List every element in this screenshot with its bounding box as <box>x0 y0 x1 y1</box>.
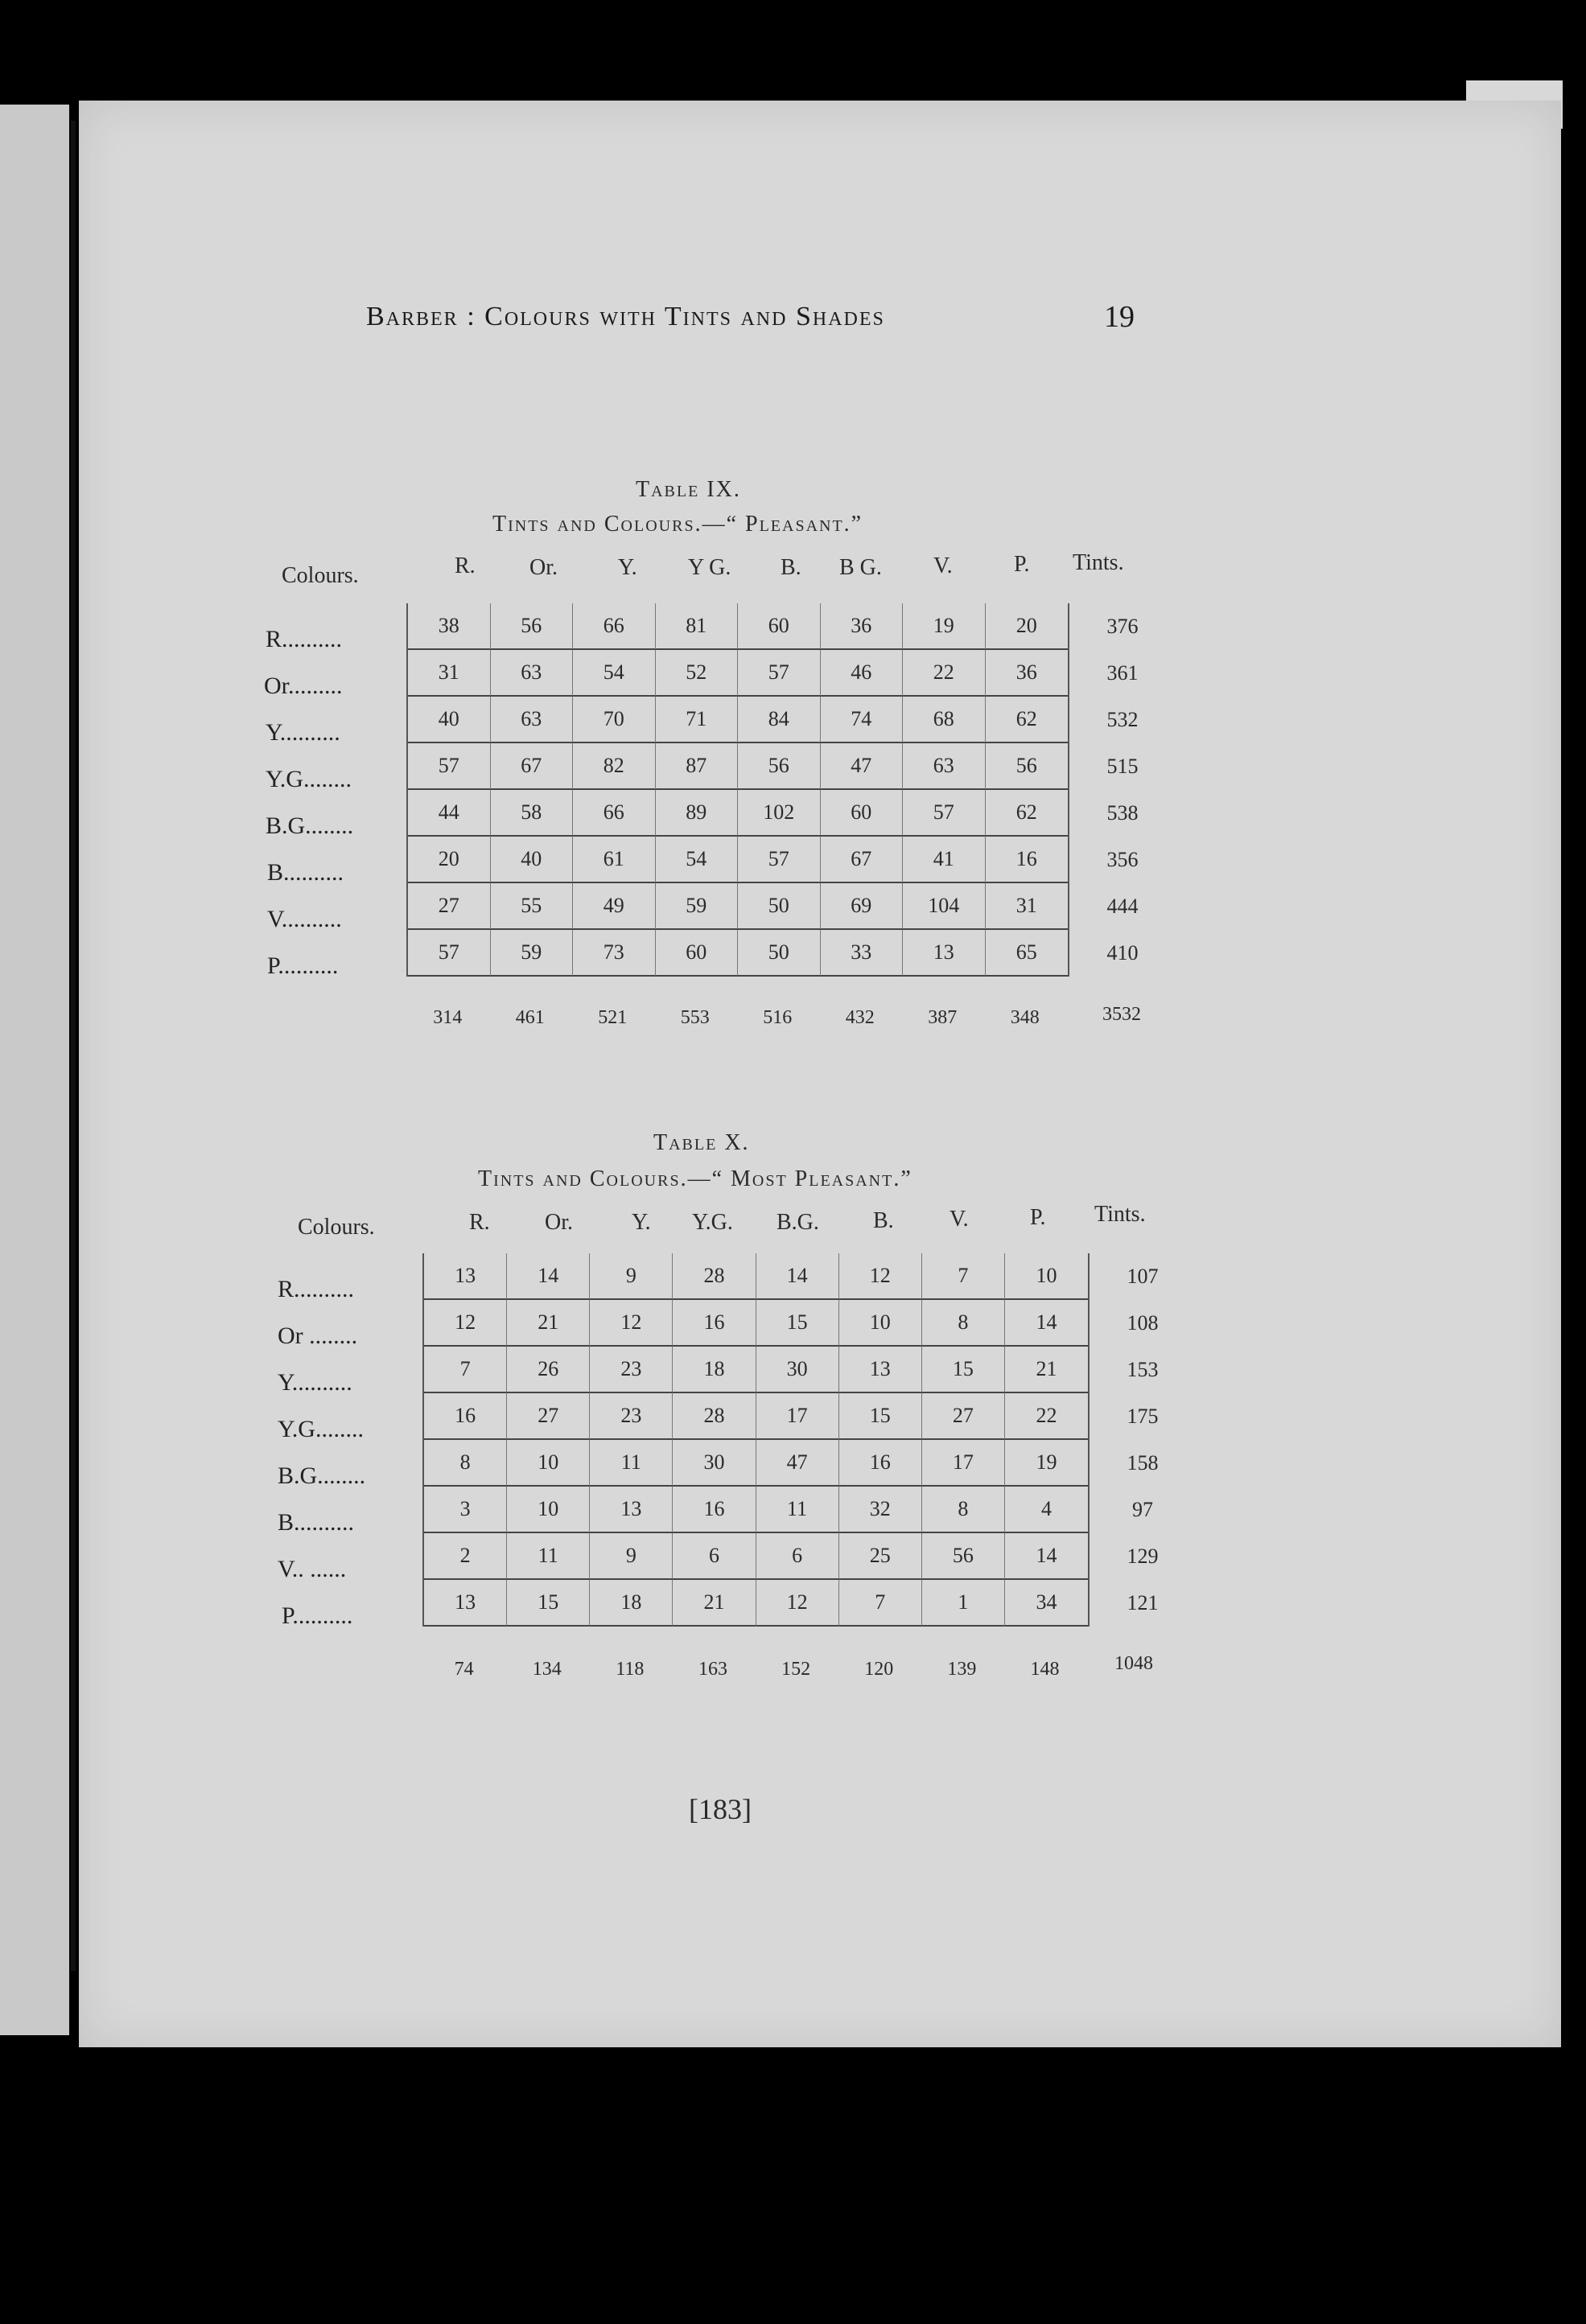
column-header: R. <box>455 553 476 578</box>
row-total: 410 <box>1106 941 1139 965</box>
table-cell: 102 <box>738 790 821 837</box>
tints-column <box>1102 1253 1183 1627</box>
column-total: 118 <box>616 1659 645 1680</box>
table-cell: 68 <box>903 697 986 743</box>
column-total: 152 <box>781 1659 811 1680</box>
table-cell: 13 <box>590 1487 673 1533</box>
table-cell: 14 <box>1005 1300 1088 1347</box>
tints-column <box>1082 603 1163 977</box>
table-cell: 3 <box>424 1487 507 1533</box>
table-cell: 38 <box>408 603 491 650</box>
table-cell: 57 <box>738 650 821 697</box>
table-cell: 19 <box>1005 1440 1088 1487</box>
table-cell: 60 <box>656 930 739 977</box>
table-cell: 56 <box>986 743 1069 790</box>
row-total: 175 <box>1127 1405 1159 1428</box>
table-cell: 13 <box>903 930 986 977</box>
table-cell: 11 <box>756 1487 839 1533</box>
table-cell: 13 <box>424 1580 507 1627</box>
row-total: 108 <box>1127 1311 1159 1335</box>
table-cell: 52 <box>656 650 739 697</box>
column-header: B G. <box>839 555 882 580</box>
table-cell: 56 <box>491 603 574 650</box>
table-cell: 32 <box>839 1487 922 1533</box>
row-label: Or......... <box>264 673 343 699</box>
column-header: Y.G. <box>692 1210 733 1235</box>
table-cell: 36 <box>986 650 1069 697</box>
table-cell: 56 <box>738 743 821 790</box>
table-cell: 16 <box>424 1393 507 1440</box>
running-title: Barber : Colours with Tints and Shades <box>366 302 885 331</box>
table-cell: 11 <box>507 1533 590 1580</box>
row-total: 515 <box>1106 755 1139 778</box>
row-label: R.......... <box>266 626 343 652</box>
column-total: 432 <box>845 1007 875 1028</box>
table-cell: 7 <box>424 1347 507 1393</box>
table-cell: 12 <box>424 1300 507 1347</box>
table-cell: 30 <box>673 1440 756 1487</box>
table-cell: 47 <box>756 1440 839 1487</box>
row-label: Y.G........ <box>278 1416 364 1442</box>
row-total: 538 <box>1106 801 1139 825</box>
table-cell: 13 <box>424 1253 507 1300</box>
row-total: 129 <box>1127 1545 1159 1568</box>
table-cell: 34 <box>1005 1580 1088 1627</box>
table-cell: 33 <box>821 930 904 977</box>
column-total: 461 <box>515 1007 545 1028</box>
data-grid <box>406 603 1069 977</box>
grand-total: 3532 <box>1102 1004 1141 1025</box>
column-total: 314 <box>433 1007 463 1028</box>
table-cell: 89 <box>656 790 739 837</box>
column-totals <box>406 1007 1066 1029</box>
table-cell: 31 <box>986 883 1069 930</box>
table-cell: 49 <box>573 883 656 930</box>
table-cell: 14 <box>756 1253 839 1300</box>
column-total: 348 <box>1010 1007 1040 1028</box>
table-cell: 21 <box>507 1300 590 1347</box>
row-total: 444 <box>1106 895 1139 918</box>
table-cell: 73 <box>573 930 656 977</box>
row-total: 532 <box>1106 708 1139 731</box>
row-label: B.......... <box>267 859 344 886</box>
table-cell: 17 <box>756 1393 839 1440</box>
column-totals <box>422 1659 1086 1680</box>
table-cell: 46 <box>821 650 904 697</box>
table-cell: 19 <box>903 603 986 650</box>
table-cell: 21 <box>673 1580 756 1627</box>
table-cell: 59 <box>656 883 739 930</box>
column-header: Y. <box>632 1210 651 1235</box>
corner-label: Colours. <box>298 1215 375 1240</box>
row-total: 97 <box>1132 1498 1153 1521</box>
table-cell: 50 <box>738 930 821 977</box>
table-cell: 81 <box>656 603 739 650</box>
row-label: Y.G........ <box>266 766 352 792</box>
table-cell: 30 <box>756 1347 839 1393</box>
table-cell: 18 <box>590 1580 673 1627</box>
table-cell: 59 <box>491 930 574 977</box>
table-cell: 22 <box>1005 1393 1088 1440</box>
tints-header: Tints. <box>1094 1202 1146 1227</box>
table-cell: 8 <box>922 1487 1005 1533</box>
column-total: 134 <box>532 1659 562 1680</box>
table-cell: 56 <box>922 1533 1005 1580</box>
column-header: Y. <box>618 555 637 580</box>
table-cell: 17 <box>922 1440 1005 1487</box>
column-header: V. <box>933 553 953 578</box>
table-cell: 4 <box>1005 1487 1088 1533</box>
table-cell: 57 <box>408 930 491 977</box>
row-label: B.G........ <box>266 812 354 839</box>
table-cell: 54 <box>656 837 739 883</box>
table-cell: 26 <box>507 1347 590 1393</box>
table-cell: 10 <box>839 1300 922 1347</box>
table-cell: 36 <box>821 603 904 650</box>
table-cell: 60 <box>738 603 821 650</box>
table-cell: 23 <box>590 1393 673 1440</box>
row-label: B.......... <box>278 1509 355 1536</box>
table-cell: 15 <box>839 1393 922 1440</box>
table-label: Table IX. <box>636 477 741 502</box>
table-cell: 12 <box>839 1253 922 1300</box>
table-cell: 57 <box>408 743 491 790</box>
column-total: 553 <box>680 1007 710 1028</box>
row-total: 158 <box>1127 1451 1159 1475</box>
table-cell: 61 <box>573 837 656 883</box>
row-label: P.......... <box>282 1602 353 1629</box>
table-cell: 25 <box>839 1533 922 1580</box>
table-cell: 60 <box>821 790 904 837</box>
table-cell: 50 <box>738 883 821 930</box>
table-cell: 47 <box>821 743 904 790</box>
table-cell: 67 <box>821 837 904 883</box>
table-cell: 6 <box>673 1533 756 1580</box>
column-total: 74 <box>454 1659 474 1680</box>
table-cell: 41 <box>903 837 986 883</box>
table-caption: Tints and Colours.—“ Most Pleasant.” <box>478 1166 912 1191</box>
row-label: V.. ...... <box>278 1556 347 1582</box>
table-cell: 20 <box>408 837 491 883</box>
table-caption: Tints and Colours.—“ Pleasant.” <box>492 512 863 537</box>
table-cell: 7 <box>839 1580 922 1627</box>
table-cell: 12 <box>756 1580 839 1627</box>
table-cell: 20 <box>986 603 1069 650</box>
row-total: 376 <box>1106 615 1139 638</box>
table-cell: 87 <box>656 743 739 790</box>
table-cell: 57 <box>738 837 821 883</box>
table-cell: 40 <box>408 697 491 743</box>
table-cell: 82 <box>573 743 656 790</box>
table-cell: 27 <box>922 1393 1005 1440</box>
table-cell: 71 <box>656 697 739 743</box>
table-cell: 18 <box>673 1347 756 1393</box>
column-header: Or. <box>529 555 558 580</box>
table-cell: 10 <box>507 1487 590 1533</box>
column-header: P. <box>1030 1205 1046 1230</box>
table-cell: 27 <box>408 883 491 930</box>
table-cell: 9 <box>590 1253 673 1300</box>
table-cell: 7 <box>922 1253 1005 1300</box>
table-cell: 69 <box>821 883 904 930</box>
column-header: P. <box>1014 552 1030 577</box>
table-cell: 14 <box>1005 1533 1088 1580</box>
table-cell: 67 <box>491 743 574 790</box>
table-cell: 40 <box>491 837 574 883</box>
table-cell: 62 <box>986 790 1069 837</box>
row-total: 107 <box>1127 1265 1159 1288</box>
plate-number: [183] <box>689 1793 752 1825</box>
table-cell: 58 <box>491 790 574 837</box>
column-header: B. <box>781 555 801 580</box>
table-cell: 6 <box>756 1533 839 1580</box>
table-cell: 84 <box>738 697 821 743</box>
table-cell: 15 <box>756 1300 839 1347</box>
column-total: 120 <box>864 1659 894 1680</box>
table-cell: 57 <box>903 790 986 837</box>
adjacent-page-edge <box>0 105 69 2035</box>
column-header: R. <box>469 1210 490 1235</box>
table-cell: 8 <box>424 1440 507 1487</box>
table-cell: 31 <box>408 650 491 697</box>
table-cell: 65 <box>986 930 1069 977</box>
table-cell: 62 <box>986 697 1069 743</box>
document-page <box>79 101 1561 2047</box>
page-number: 19 <box>1104 300 1135 334</box>
table-cell: 66 <box>573 603 656 650</box>
grand-total: 1048 <box>1114 1653 1153 1674</box>
table-cell: 2 <box>424 1533 507 1580</box>
table-cell: 21 <box>1005 1347 1088 1393</box>
corner-label: Colours. <box>282 563 359 588</box>
column-total: 521 <box>598 1007 628 1028</box>
table-cell: 63 <box>491 650 574 697</box>
row-label: R.......... <box>278 1276 355 1302</box>
table-cell: 16 <box>673 1487 756 1533</box>
column-total: 139 <box>947 1659 977 1680</box>
column-total: 163 <box>698 1659 727 1680</box>
row-label: Y.......... <box>278 1369 352 1396</box>
table-cell: 16 <box>986 837 1069 883</box>
column-header: Or. <box>545 1210 573 1235</box>
page-gutter-line <box>71 121 76 1971</box>
row-label: B.G........ <box>278 1462 366 1489</box>
table-cell: 10 <box>507 1440 590 1487</box>
table-cell: 63 <box>903 743 986 790</box>
table-cell: 70 <box>573 697 656 743</box>
table-cell: 22 <box>903 650 986 697</box>
table-cell: 28 <box>673 1253 756 1300</box>
row-total: 153 <box>1127 1358 1159 1381</box>
table-cell: 12 <box>590 1300 673 1347</box>
column-header: B.G. <box>777 1210 819 1235</box>
row-total: 121 <box>1127 1591 1159 1614</box>
column-header: B. <box>873 1208 894 1233</box>
column-total: 516 <box>763 1007 793 1028</box>
table-cell: 11 <box>590 1440 673 1487</box>
row-label: Or ........ <box>278 1322 358 1349</box>
table-cell: 1 <box>922 1580 1005 1627</box>
table-cell: 23 <box>590 1347 673 1393</box>
table-cell: 104 <box>903 883 986 930</box>
column-total: 387 <box>928 1007 958 1028</box>
table-cell: 16 <box>839 1440 922 1487</box>
table-cell: 63 <box>491 697 574 743</box>
row-label: V.......... <box>267 906 342 932</box>
row-total: 356 <box>1106 848 1139 871</box>
table-cell: 74 <box>821 697 904 743</box>
row-label: P.......... <box>267 952 339 979</box>
table-cell: 16 <box>673 1300 756 1347</box>
table-cell: 44 <box>408 790 491 837</box>
table-cell: 15 <box>922 1347 1005 1393</box>
column-header: Y G. <box>688 555 731 580</box>
column-total: 148 <box>1030 1659 1060 1680</box>
row-label: Y.......... <box>266 719 340 746</box>
table-cell: 10 <box>1005 1253 1088 1300</box>
table-cell: 8 <box>922 1300 1005 1347</box>
table-cell: 55 <box>491 883 574 930</box>
data-grid <box>422 1253 1090 1627</box>
table-cell: 9 <box>590 1533 673 1580</box>
table-cell: 13 <box>839 1347 922 1393</box>
column-header: V. <box>950 1207 969 1232</box>
tints-header: Tints. <box>1073 550 1124 575</box>
table-cell: 27 <box>507 1393 590 1440</box>
table-cell: 15 <box>507 1580 590 1627</box>
table-cell: 66 <box>573 790 656 837</box>
table-cell: 28 <box>673 1393 756 1440</box>
row-total: 361 <box>1106 661 1139 685</box>
table-cell: 14 <box>507 1253 590 1300</box>
table-cell: 54 <box>573 650 656 697</box>
table-label: Table X. <box>653 1130 750 1155</box>
